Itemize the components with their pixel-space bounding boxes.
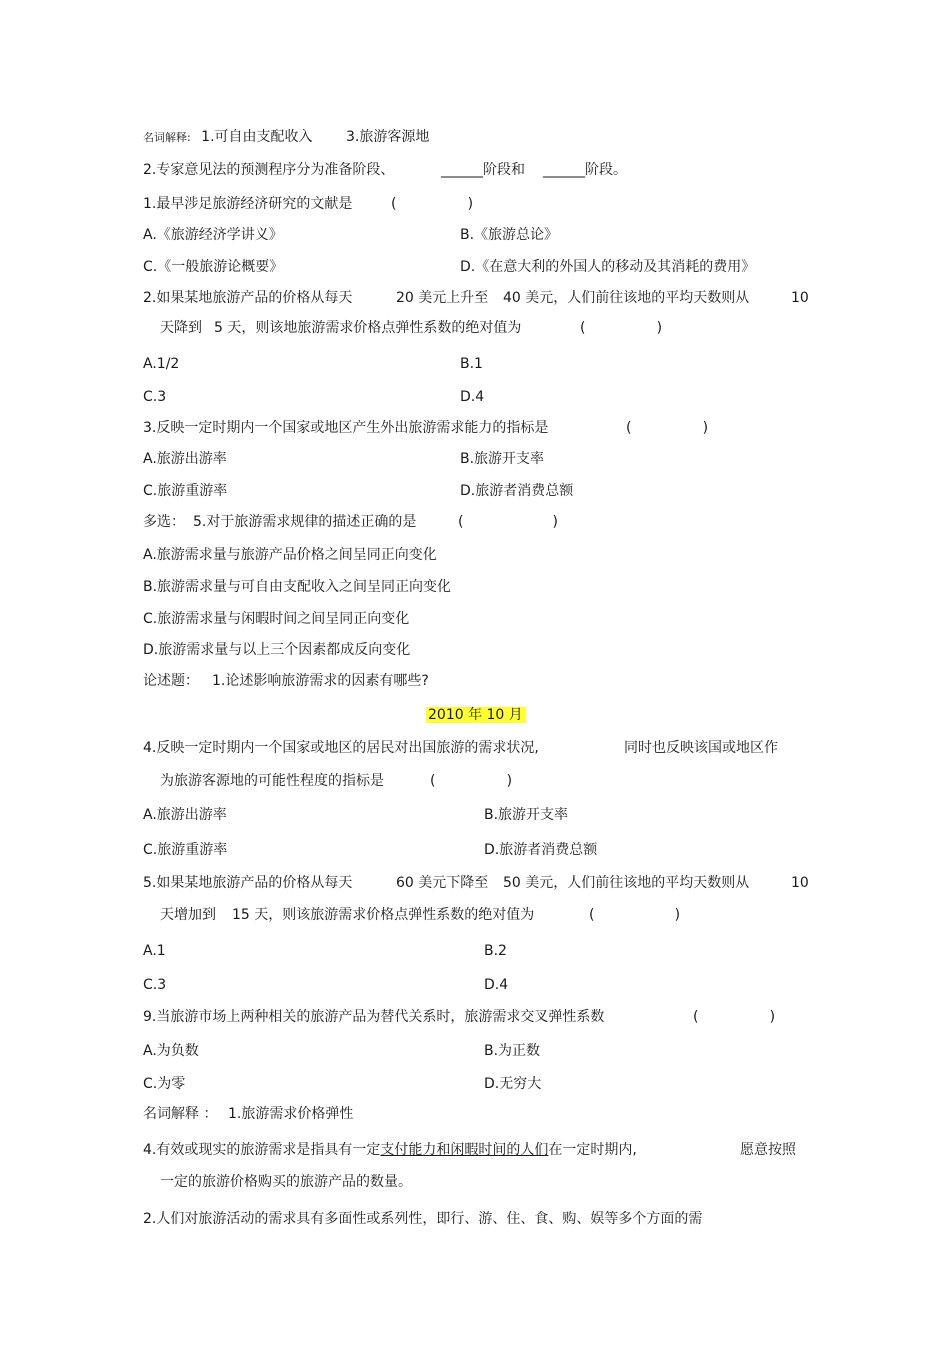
fill-4-part2: 在一定时期内, [548,1142,637,1158]
question-4-stem-line2: 为旅游客源地的可能性程度的指标是 [160,773,384,789]
question-5-option-d: D.4 [484,977,509,993]
question-5-stem-part1: 5.如果某地旅游产品的价格从每天 [143,875,353,891]
question-4-stem-part1: 4.反映一定时期内一个国家或地区的居民对出国旅游的需求状况, [143,740,539,756]
question-3-stem: 3.反映一定时期内一个国家或地区产生外出旅游需求能力的指标是 [143,420,549,436]
question-4-option-c: C.旅游重游率 [143,842,228,858]
question-4-option-a: A.旅游出游率 [143,807,227,823]
question-5-stem-line2b: 15 天，则该旅游需求价格点弹性系数的绝对值为 [232,907,535,923]
question-2-stem-part1: 2.如果某地旅游产品的价格从每天 [143,290,353,306]
question-2-option-b: B.1 [460,356,483,372]
question-2-option-a: A.1/2 [143,356,180,372]
term-item-3: 3.旅游客源地 [346,129,430,145]
question-4-paren: ( ) [430,773,513,789]
fill-2-line1: 2.人们对旅游活动的需求具有多面性或系列性，即行、游、住、食、购、娱等多个方面的需 [143,1211,703,1227]
question-2-stem-part2: 20 美元上升至 [396,290,489,306]
multi-question-5-option-d: D.旅游需求量与以上三个因素都成反向变化 [143,642,411,658]
fill-4-line1 [143,1140,637,1160]
question-1-option-d: D.《在意大利的外国人的移动及其消耗的费用》 [460,259,756,275]
question-4-option-d: D.旅游者消费总额 [484,842,598,858]
fill-blank-1: ______阶段和 [441,162,525,178]
question-1-option-c: C.《一般旅游论概要》 [143,259,284,275]
question-1-stem: 1.最早涉足旅游经济研究的文献是 [143,196,353,212]
question-9-paren: ( ) [693,1009,776,1025]
question-4-option-b: B.旅游开支率 [484,807,569,823]
question-4-stem-part2: 同时也反映该国或地区作 [624,740,778,756]
question-5-option-b: B.2 [484,943,507,959]
question-2-option-c: C.3 [143,389,167,405]
section-heading [426,705,525,725]
question-2-stem-line2b: 5 天，则该地旅游需求价格点弹性系数的绝对值为 [214,320,522,336]
multi-question-5-stem: 5.对于旅游需求规律的描述正确的是 [193,514,417,530]
fill-4-part1: 4.有效或现实的旅游需求是指具有一定 [143,1142,381,1158]
question-2-stem-part4: 10 [791,290,809,306]
question-9-option-c: C.为零 [143,1076,186,1092]
question-2-paren: ( ) [580,320,663,336]
term-definition-line [143,127,313,148]
question-5-option-a: A.1 [143,943,166,959]
term2-prefix: 名词解释 ： [143,1106,218,1122]
question-3-paren: ( ) [626,420,709,436]
term-item-1: 1.可自由支配收入 [201,129,313,145]
question-2-option-d: D.4 [460,389,485,405]
question-5-stem-part2: 60 美元下降至 [396,875,489,891]
question-1-paren: ( ) [391,196,474,212]
question-2-stem-part3: 40 美元，人们前往该地的平均天数则从 [503,290,750,306]
question-3-option-c: C.旅游重游率 [143,483,228,499]
fill-blank-2: ______阶段。 [543,162,627,178]
question-5-stem-part3: 50 美元，人们前往该地的平均天数则从 [503,875,750,891]
fill-4-answer-underlined: 支付能力和闲暇时间的人们 [380,1142,549,1158]
fill-4-part3: 愿意按照 [740,1142,796,1158]
question-3-option-d: D.旅游者消费总额 [460,483,574,499]
question-5-paren: ( ) [589,907,681,923]
essay-prefix: 论述题： [143,673,199,689]
multi-question-5-option-a: A.旅游需求量与旅游产品价格之间呈同正向变化 [143,547,437,563]
question-9-option-b: B.为正数 [484,1043,541,1059]
question-3-option-a: A.旅游出游率 [143,451,227,467]
question-1-option-b: B.《旅游总论》 [460,227,559,243]
question-1-option-a: A.《旅游经济学讲义》 [143,227,283,243]
multi-question-5-paren: ( ) [458,514,558,530]
multi-question-5-option-c: C.旅游需求量与闲暇时间之间呈同正向变化 [143,611,410,627]
question-9-option-d: D.无穷大 [484,1076,542,1092]
question-9-stem: 9.当旅游市场上两种相关的旅游产品为替代关系时，旅游需求交叉弹性系数 [143,1009,605,1025]
fill-4-line2: 一定的旅游价格购买的旅游产品的数量。 [160,1174,412,1190]
term-prefix: 名词解释: [143,131,191,144]
multi-choice-prefix: 多选： [143,514,185,530]
question-5-option-c: C.3 [143,977,167,993]
question-3-option-b: B.旅游开支率 [460,451,545,467]
fill-question-expert-method: 2.专家意见法的预测程序分为准备阶段、 [143,162,395,178]
question-5-stem-part4: 10 [791,875,809,891]
section-heading-highlight: 2010 年 10 月 [428,707,523,723]
term2-item: 1.旅游需求价格弹性 [228,1106,354,1122]
multi-question-5-option-b: B.旅游需求量与可自由支配收入之间呈同正向变化 [143,579,452,595]
question-2-stem-line2a: 天降到 [160,320,202,336]
question-5-stem-line2a: 天增加到 [160,907,216,923]
question-9-option-a: A.为负数 [143,1043,199,1059]
essay-question: 1.论述影响旅游需求的因素有哪些? [212,673,429,689]
